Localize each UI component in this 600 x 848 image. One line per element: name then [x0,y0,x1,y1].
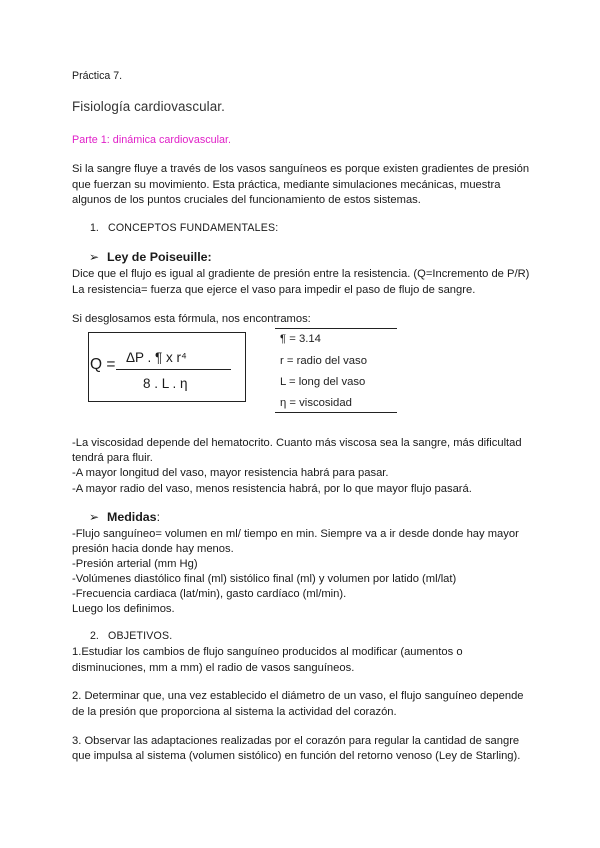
section1-title: CONCEPTOS FUNDAMENTALES: [108,222,279,234]
document-title: Fisiología cardiovascular. [72,99,225,114]
legend-length: L = long del vaso [280,376,366,388]
breakdown-intro: Si desglosamos esta fórmula, nos encontramos: [72,313,311,325]
formula-lhs: Q = [90,356,116,373]
medidas-line-6: Luego los definimos. [72,603,175,615]
formula-fraction-line [116,369,231,370]
note-line-2: tendrá para fluir. [72,452,153,464]
part-title: Parte 1: dinámica cardiovascular. [72,134,232,146]
intro-line-1: Si la sangre fluye a través de los vasos sanguíneos es porque existen gradientes de presión [72,163,530,175]
formula-legend [275,328,397,413]
medidas-line-1: -Flujo sanguíneo= volumen en ml/ tiempo en min. Siempre va a ir desde donde hay mayor [72,528,519,540]
practice-label: Práctica 7. [72,70,123,82]
medidas-line-3: -Presión arterial (mm Hg) [72,558,198,570]
poiseuille-heading: Ley de Poiseuille: [107,250,212,264]
note-line-4: -A mayor radio del vaso, menos resistencia habrá, por lo que mayor flujo pasará. [72,483,472,495]
objective-3-line-1: 3. Observar las adaptaciones realizadas por el corazón para regular la cantidad de sangre [72,735,520,747]
objective-1-line-2: disminuciones, mm a mm) el radio de vasos sanguíneos. [72,662,355,674]
section2-title: OBJETIVOS. [108,630,173,642]
objective-1-line-1: 1.Estudiar los cambios de flujo sanguíneo producidos al modificar (aumentos o [72,646,463,658]
note-line-3: -A mayor longitud del vaso, mayor resistencia habrá para pasar. [72,467,389,479]
medidas-line-4: -Volúmenes diastólico final (ml) sistólico final (ml) y volumen por latido (ml/lat) [72,573,457,585]
poiseuille-line-2: La resistencia= fuerza que ejerce el vaso para impedir el paso de flujo de sangre. [72,284,476,296]
medidas-heading-colon: : [156,510,161,524]
legend-radius: r = radio del vaso [280,355,367,367]
legend-viscosity: η = viscosidad [280,397,352,409]
objective-3-line-2: que impulsa al sistema (volumen sistólico) en función del retorno venoso (Ley de Starling). [72,750,521,762]
formula-numerator: ΔP . ¶ x r⁴ [126,350,187,365]
poiseuille-line-1: Dice que el flujo es igual al gradiente de presión entre la resistencia. (Q=Incremento de P/R) [72,268,530,280]
formula-denominator: 8 . L . η [143,376,188,391]
poiseuille-bullet-icon: ➢ [89,250,100,264]
note-line-1: -La viscosidad depende del hematocrito. Cuanto más viscosa sea la sangre, más dificultad [72,437,522,449]
medidas-line-2: presión hacia donde hay menos. [72,543,234,555]
section2-number: 2. [90,630,99,642]
intro-line-2: que fuerzan su movimiento. Esta práctica, mediante simulaciones mecánicas, muestra [72,179,501,191]
section1-number: 1. [90,222,99,234]
medidas-heading-text: Medidas [107,510,157,524]
objective-2-line-2: de la presión que proporciona al sistema la actividad del corazón. [72,706,397,718]
medidas-line-5: -Frecuencia cardiaca (lat/min), gasto cardíaco (ml/min). [72,588,347,600]
legend-pi: ¶ = 3.14 [280,333,321,345]
intro-line-3: algunos de los puntos cruciales del funcionamiento de estos sistemas. [72,194,421,206]
objective-2-line-1: 2. Determinar que, una vez establecido el diámetro de un vaso, el flujo sanguíneo depende [72,690,524,702]
medidas-heading [107,510,160,524]
medidas-bullet-icon: ➢ [89,510,100,524]
